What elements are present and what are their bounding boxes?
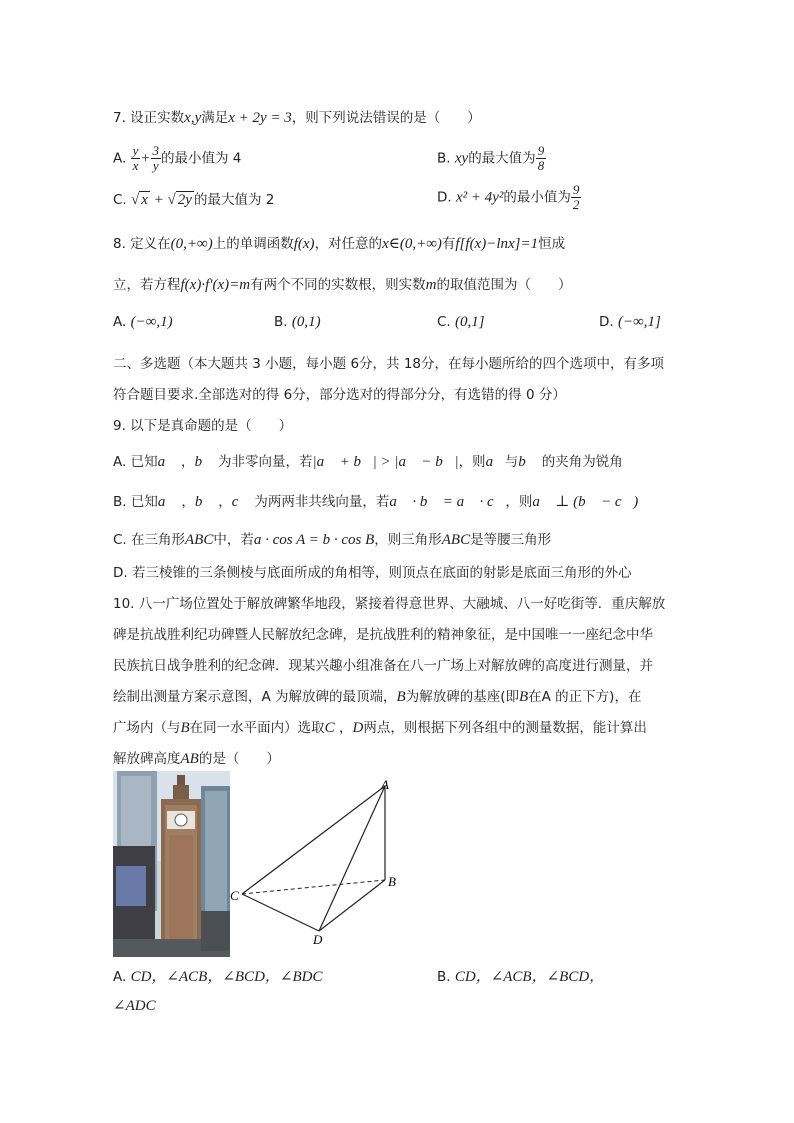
option-label: B. bbox=[437, 150, 451, 167]
option-text: 中，若 bbox=[213, 532, 254, 548]
tri-abc: ABC bbox=[185, 532, 214, 548]
cos-equation: a · cos A = b · cos B bbox=[253, 532, 375, 548]
section2-heading-line1: 二、多选题（本大题共 3 小题，每小题 6分，共 18分，在每小题所给的四个选项中，有多项 bbox=[113, 356, 665, 372]
monument-photo-svg bbox=[113, 771, 230, 957]
frac-y-x: $\frac{y}{x}$ bbox=[132, 143, 139, 173]
q9-option-b[interactable]: B. 已知a⃗ ，b⃗ ，c⃗ 为两两非共线向量，若a⃗ · b⃗ = a⃗ · c⃗，则a⃗ ⊥ (b⃗ − c⃗) bbox=[113, 494, 639, 510]
q8-option-a[interactable] bbox=[113, 314, 173, 331]
q8-stem-line1 bbox=[113, 232, 565, 253]
q9-stem: 9. 以下是真命题的是（ ） bbox=[113, 418, 293, 434]
q7-equation: x + 2y = 3 bbox=[228, 110, 292, 126]
q8-text: 上的单调函数 bbox=[212, 236, 294, 252]
q7-option-a[interactable]: A. $\frac{y}{x}$ + $\frac{3}{y}$ 的最小值为 4 bbox=[113, 143, 242, 173]
q8-option-c[interactable] bbox=[437, 314, 485, 331]
tetrahedron-diagram bbox=[228, 776, 408, 948]
expr-dot-eq: a⃗ · b⃗ = a⃗ · c⃗ bbox=[389, 494, 506, 510]
option-text: B. 已知 bbox=[113, 494, 158, 510]
var-b: B bbox=[396, 689, 406, 705]
edge-db bbox=[319, 880, 385, 931]
option-text: 的最大值为 2 bbox=[193, 192, 275, 208]
q8-interval: (0,+∞) bbox=[170, 236, 213, 252]
q7-option-b[interactable] bbox=[437, 144, 546, 173]
label-d: D bbox=[313, 932, 323, 947]
q9-option-c[interactable] bbox=[113, 528, 551, 549]
monument-photo bbox=[113, 771, 230, 957]
q10-text: 在A 的正下方)，在 bbox=[528, 689, 642, 705]
q10-line2: 碑是抗战胜利纪功碑暨人民解放纪念碑，是抗战胜利的精神象征，是中国唯一一座纪念中华 bbox=[113, 627, 653, 643]
q8-text: 8. 定义在 bbox=[113, 236, 171, 252]
option-label: A. bbox=[113, 969, 127, 985]
q7-stem-text3: ，则下列说法错误的是（ ） bbox=[291, 110, 481, 126]
option-value: ∠ADC bbox=[113, 998, 156, 1014]
expr-sqrt-sum: √ x + √ 2y bbox=[131, 192, 192, 208]
expr-perp: a⃗ ⊥ (b⃗ − c⃗) bbox=[532, 494, 639, 510]
label-c: C bbox=[230, 888, 239, 903]
edge-ac bbox=[242, 786, 385, 894]
var-b: B bbox=[518, 689, 529, 705]
option-value: CD，∠ACB，∠BCD， bbox=[454, 969, 605, 985]
option-text: 的最小值为 4 bbox=[161, 150, 242, 167]
q8-fx: f(x) bbox=[293, 236, 315, 252]
edge-cd bbox=[242, 894, 319, 931]
expr-norm-ineq: |a⃗ + b⃗| > |a⃗ − b⃗| bbox=[312, 454, 459, 470]
option-label: A. bbox=[113, 314, 127, 330]
q8-text: 恒成 bbox=[538, 236, 566, 252]
q8-condition: x∈(0,+∞) bbox=[382, 236, 442, 252]
option-value: (0,1] bbox=[455, 314, 485, 330]
q10-text: 绘制出测量方案示意图，A 为解放碑的最顶端， bbox=[113, 689, 397, 705]
q8-text: 有两个不同的实数根，则实数 bbox=[250, 277, 426, 293]
q8-text: 立，若方程 bbox=[113, 277, 181, 293]
option-label: B. bbox=[437, 969, 451, 985]
q9-option-a[interactable]: A. 已知a⃗ ，b⃗ 为非零向量，若|a⃗ + b⃗| > |a⃗ − b⃗|，则a⃗与b⃗ 的夹角为锐角 bbox=[113, 454, 623, 470]
option-text: C. 在三角形 bbox=[113, 532, 186, 548]
tri-abc: ABC bbox=[441, 532, 471, 548]
option-text: ，则 bbox=[458, 454, 486, 470]
option-text: A. 已知 bbox=[113, 454, 158, 470]
label-a: A bbox=[381, 777, 389, 792]
expr-x2-4y2: x² + 4y² bbox=[455, 189, 504, 206]
option-text: 与 bbox=[504, 454, 519, 470]
option-value: (−∞,1] bbox=[617, 314, 661, 330]
frac-3-y: $\frac{3}{y}$ bbox=[152, 143, 159, 173]
q10-text: 解放碑高度 bbox=[113, 751, 181, 767]
option-label: D. bbox=[599, 314, 614, 330]
q8-equation: f[f(x)−lnx]=1 bbox=[455, 236, 539, 252]
vec-a: a⃗ bbox=[157, 454, 177, 470]
var-c: C bbox=[324, 720, 335, 736]
option-value: CD，∠ACB，∠BCD，∠BDC bbox=[130, 969, 323, 985]
option-value: (−∞,1) bbox=[130, 314, 173, 330]
q7-option-d[interactable] bbox=[437, 183, 581, 212]
q10-text: 为解放碑的基座(即 bbox=[405, 689, 519, 705]
q10-option-b-cont bbox=[113, 996, 156, 1015]
label-b: B bbox=[388, 874, 396, 889]
option-text: 是等腰三角形 bbox=[470, 532, 552, 548]
vec-b: b⃗ bbox=[194, 454, 214, 470]
option-label: D. bbox=[437, 189, 452, 206]
q10-text: 广场内（与 bbox=[113, 720, 181, 736]
q10-text: 的是（ ） bbox=[198, 751, 280, 767]
q10-line1: 10. 八一广场位置处于解放碑繁华地段，紧接着得意世界、大融城、八一好吃街等．重庆解放 bbox=[113, 596, 666, 612]
q8-text: 有 bbox=[441, 236, 456, 252]
edge-cb bbox=[242, 880, 385, 894]
option-label: C. bbox=[113, 192, 127, 208]
q7-vars: x,y bbox=[184, 110, 202, 126]
q10-line5: 广场内（与B在同一水平面内）选取C ，D两点，则根据下列各组中的测量数据，能计算出 bbox=[113, 720, 647, 736]
option-text: ，则三角形 bbox=[374, 532, 442, 548]
q7-stem-text2: 满足 bbox=[201, 110, 229, 126]
q8-text: ，对任意的 bbox=[314, 236, 383, 252]
section2-heading-line2: 符合题目要求.全部选对的得 6分，部分选对的得部分分，有选错的得 0 分） bbox=[113, 387, 566, 403]
option-text: 为两两非共线向量，若 bbox=[254, 494, 390, 510]
q10-text: 两点，则根据下列各组中的测量数据，能计算出 bbox=[363, 720, 647, 736]
option-text: 的最大值为 bbox=[468, 150, 536, 167]
q8-var-m: m bbox=[425, 277, 437, 293]
q7-option-c[interactable] bbox=[113, 188, 274, 209]
q8-option-b[interactable] bbox=[274, 314, 321, 331]
q10-line3: 民族抗日战争胜利的纪念碑．现某兴趣小组准备在八一广场上对解放碑的高度进行测量，并 bbox=[113, 658, 653, 674]
q10-option-a[interactable] bbox=[113, 965, 322, 986]
q10-option-b[interactable] bbox=[437, 965, 604, 986]
q9-option-d[interactable]: D. 若三棱锥的三条侧棱与底面所成的角相等，则顶点在底面的射影是底面三角形的外心 bbox=[113, 565, 632, 581]
expr-xy: xy bbox=[454, 150, 469, 167]
q8-equation2: f(x)·f′(x)=m bbox=[180, 277, 251, 293]
q8-text: 的取值范围为（ ） bbox=[436, 277, 572, 293]
option-text: 为非零向量，若 bbox=[218, 454, 313, 470]
var-b: B bbox=[180, 720, 190, 736]
option-text: 的最小值为 bbox=[503, 189, 571, 206]
option-label: A. bbox=[113, 150, 127, 167]
option-text: 的夹角为锐角 bbox=[541, 454, 623, 470]
q10-line4 bbox=[113, 685, 641, 706]
option-text: ，则 bbox=[505, 494, 533, 510]
q8-stem-line2 bbox=[113, 273, 571, 294]
var-ab: AB bbox=[180, 751, 199, 767]
edge-ad bbox=[319, 786, 385, 931]
frac-9-2: $\frac{9}{2}$ bbox=[572, 182, 580, 212]
q10-line6 bbox=[113, 747, 280, 768]
q7-stem-text: 7. 设正实数 bbox=[113, 110, 185, 126]
q8-option-d[interactable] bbox=[599, 314, 661, 331]
option-label: B. bbox=[274, 314, 288, 330]
q7-stem bbox=[113, 106, 481, 127]
var-d: D bbox=[352, 720, 364, 736]
option-label: C. bbox=[437, 314, 451, 330]
frac-9-8: $\frac{9}{8}$ bbox=[537, 143, 545, 173]
option-value: (0,1) bbox=[291, 314, 321, 330]
q10-text: 在同一水平面内）选取 bbox=[189, 720, 325, 736]
